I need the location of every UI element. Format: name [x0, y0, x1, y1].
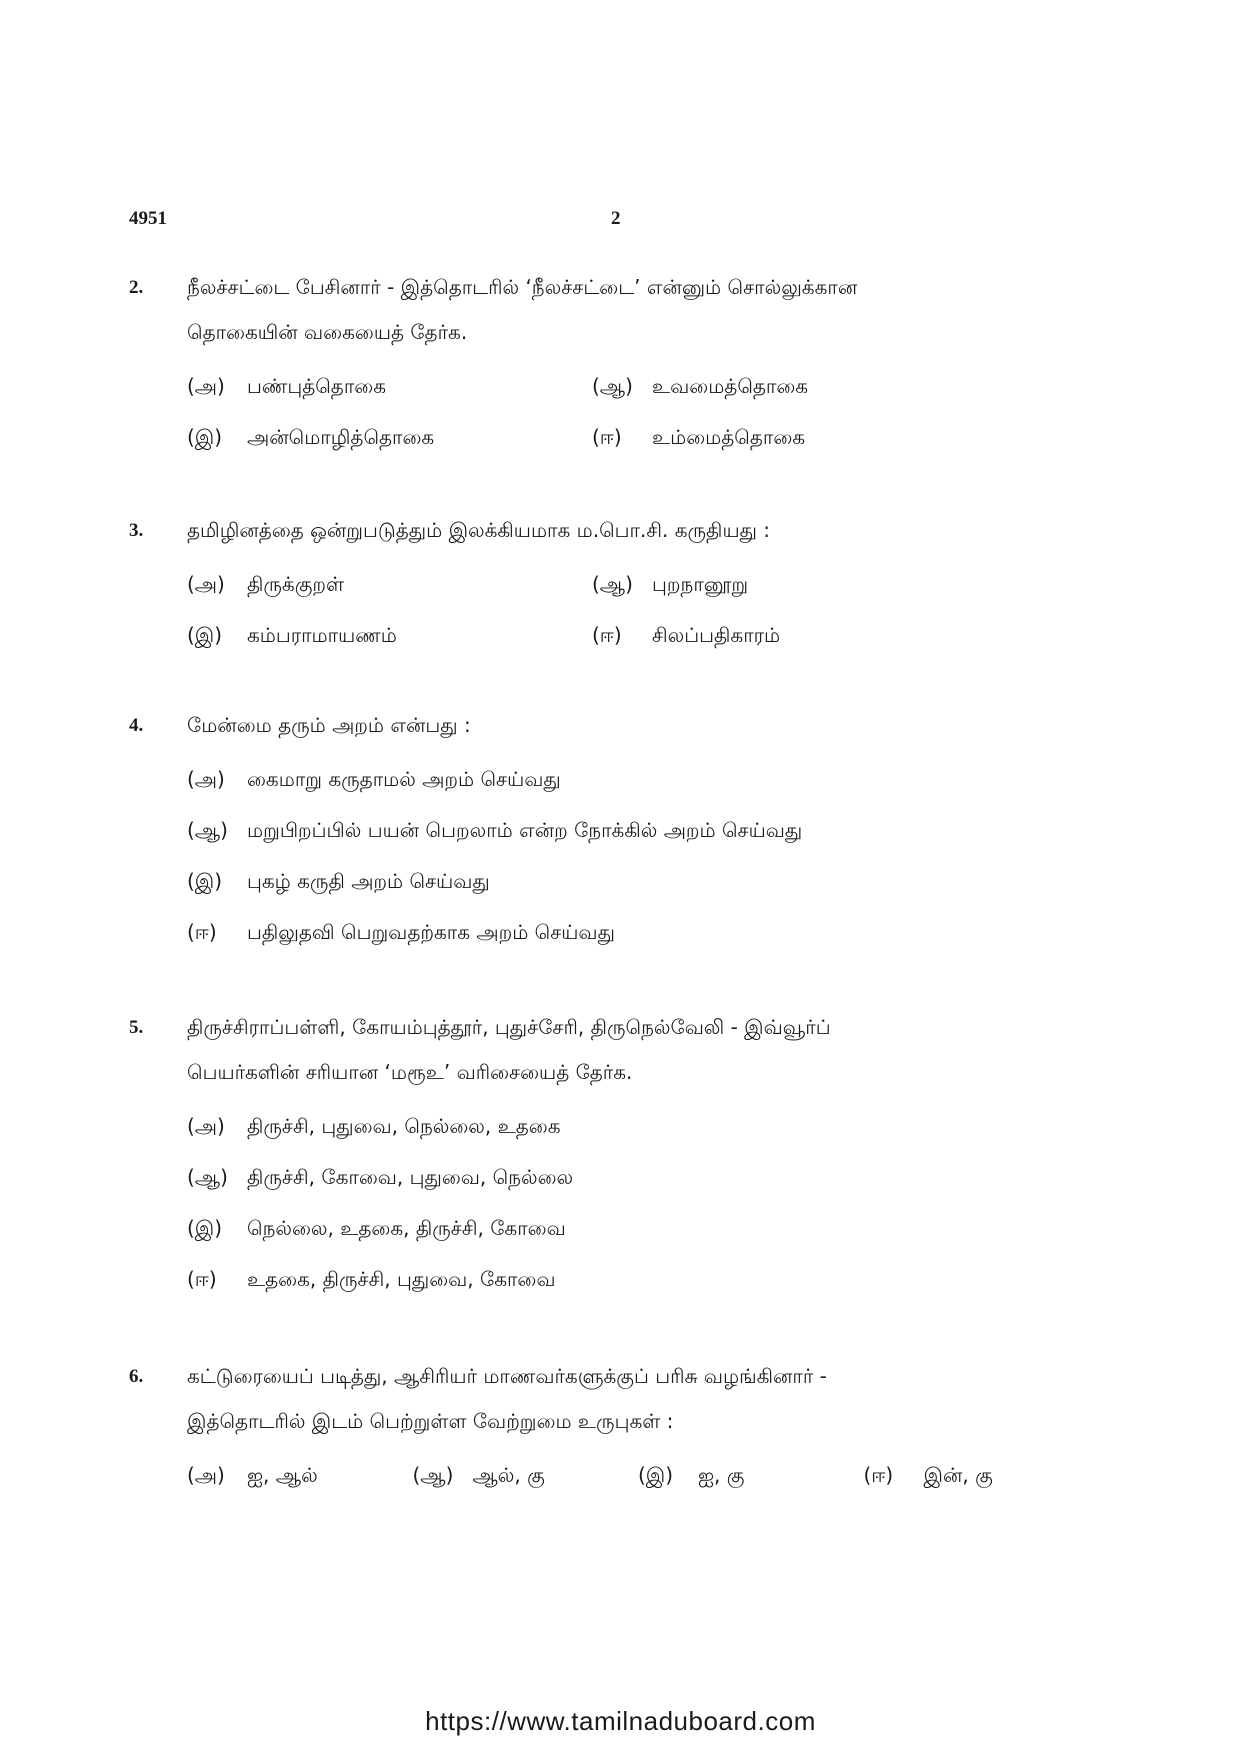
question-text-line: கட்டுரையைப் படித்து, ஆசிரியர் மாணவர்களுக்குப் பரிசு வழங்கினார் - [187, 1364, 827, 1388]
question-number: 6. [129, 1366, 144, 1387]
option-label: (ஆ) [187, 818, 228, 842]
option-text: மறுபிறப்பில் பயன் பெறலாம் என்ற நோக்கில் அறம் செய்வது [247, 818, 803, 842]
question-number: 3. [129, 520, 144, 541]
option-text: கம்பராமாயணம் [247, 623, 397, 647]
footer-url[interactable]: https://www.tamilnaduboard.com [425, 1706, 816, 1736]
question-text [187, 265, 1089, 355]
option-row [187, 362, 1089, 413]
option-a [187, 1463, 413, 1490]
question-3 [129, 508, 1089, 662]
option-label: (இ) [187, 425, 223, 449]
option-row [187, 413, 1089, 464]
option-label: (ஈ) [592, 623, 622, 647]
option-ii [864, 1463, 1090, 1490]
option-aa [592, 374, 997, 401]
option-label: (இ) [187, 623, 223, 647]
option-text: பதிலுதவி பெறுவதற்காக அறம் செய்வது [247, 920, 615, 944]
question-text-line: நீலச்சட்டை பேசினார் - இத்தொடரில் ‘நீலச்சட்டை’ என்னும் சொல்லுக்கான [187, 275, 858, 299]
option-text: நெல்லை, உதகை, திருச்சி, கோவை [247, 1216, 566, 1240]
paper-code: 4951 [129, 208, 167, 229]
question-text-line: பெயர்களின் சரியான ‘மரூஉ’ வரிசையைத் தேர்க. [187, 1060, 633, 1084]
option-label: (அ) [187, 1114, 225, 1138]
option-aa [187, 1153, 1089, 1204]
option-label: (அ) [187, 1463, 225, 1487]
option-text: புறநானூறு [652, 572, 749, 596]
question-text-line: தொகையின் வகையைத் தேர்க. [187, 320, 468, 344]
question-text-line: தமிழினத்தை ஒன்றுபடுத்தும் இலக்கியமாக ம.பொ.சி. கருதியது : [187, 518, 771, 542]
question-text [187, 703, 1089, 748]
option-label: (இ) [187, 869, 223, 893]
options [187, 1102, 1089, 1306]
options [187, 362, 1089, 464]
option-label: (ஆ) [187, 1165, 228, 1189]
option-i [187, 623, 592, 650]
options [187, 755, 1089, 959]
option-label: (அ) [187, 767, 225, 791]
option-ii [187, 908, 1089, 959]
option-i [187, 425, 592, 452]
options [187, 560, 1089, 662]
option-text: திருக்குறள் [247, 572, 345, 596]
option-text: ஆல், கு [472, 1463, 545, 1487]
option-ii [592, 623, 997, 650]
option-a [187, 1102, 1089, 1153]
option-a [187, 572, 592, 599]
option-text: உம்மைத்தொகை [652, 425, 806, 449]
question-number: 2. [129, 277, 144, 298]
option-label: (ஈ) [592, 425, 622, 449]
question-text-line: திருச்சிராப்பள்ளி, கோயம்புத்தூர், புதுச்சேரி, திருநெல்வேலி - இவ்வூர்ப் [187, 1015, 831, 1039]
question-number: 5. [129, 1017, 144, 1038]
option-aa [187, 806, 1089, 857]
option-text: கைமாறு கருதாமல் அறம் செய்வது [247, 767, 561, 791]
question-text-line: மேன்மை தரும் அறம் என்பது : [187, 713, 471, 737]
option-text: புகழ் கருதி அறம் செய்வது [247, 869, 490, 893]
option-i [638, 1463, 864, 1490]
options [187, 1451, 1089, 1502]
option-row [187, 1451, 1089, 1502]
option-label: (ஆ) [592, 572, 633, 596]
option-label: (ஆ) [412, 1463, 454, 1487]
question-5 [129, 1005, 1089, 1306]
option-text: இன், கு [923, 1463, 993, 1487]
option-a [187, 374, 592, 401]
option-label: (ஆ) [592, 374, 633, 398]
question-4 [129, 703, 1089, 959]
option-row [187, 560, 1089, 611]
option-text: சிலப்பதிகாரம் [652, 623, 781, 647]
option-label: (இ) [638, 1463, 674, 1487]
question-text-line: இத்தொடரில் இடம் பெற்றுள்ள வேற்றுமை உருபுகள் : [187, 1409, 674, 1433]
option-text: உவமைத்தொகை [652, 374, 809, 398]
question-text [187, 508, 1089, 553]
option-i [187, 857, 1089, 908]
option-aa [592, 572, 997, 599]
question-2 [129, 265, 1089, 464]
option-a [187, 755, 1089, 806]
question-text [187, 1354, 1089, 1444]
page-number: 2 [611, 208, 621, 229]
option-ii [592, 425, 997, 452]
option-label: (அ) [187, 374, 225, 398]
option-text: திருச்சி, கோவை, புதுவை, நெல்லை [247, 1165, 574, 1189]
option-i [187, 1204, 1089, 1255]
question-number: 4. [129, 715, 144, 736]
option-ii [187, 1255, 1089, 1306]
option-text: உதகை, திருச்சி, புதுவை, கோவை [247, 1267, 556, 1291]
option-label: (அ) [187, 572, 225, 596]
option-text: ஐ, கு [698, 1463, 745, 1487]
option-text: திருச்சி, புதுவை, நெல்லை, உதகை [247, 1114, 561, 1138]
question-6 [129, 1354, 1089, 1502]
option-text: பண்புத்தொகை [247, 374, 387, 398]
option-row [187, 611, 1089, 662]
option-label: (ஈ) [187, 1267, 217, 1291]
option-label: (இ) [187, 1216, 223, 1240]
question-text [187, 1005, 1089, 1095]
option-label: (ஈ) [187, 920, 217, 944]
option-label: (ஈ) [863, 1463, 894, 1487]
option-text: அன்மொழித்தொகை [247, 425, 435, 449]
option-text: ஐ, ஆல் [247, 1463, 318, 1487]
option-aa [413, 1463, 639, 1490]
